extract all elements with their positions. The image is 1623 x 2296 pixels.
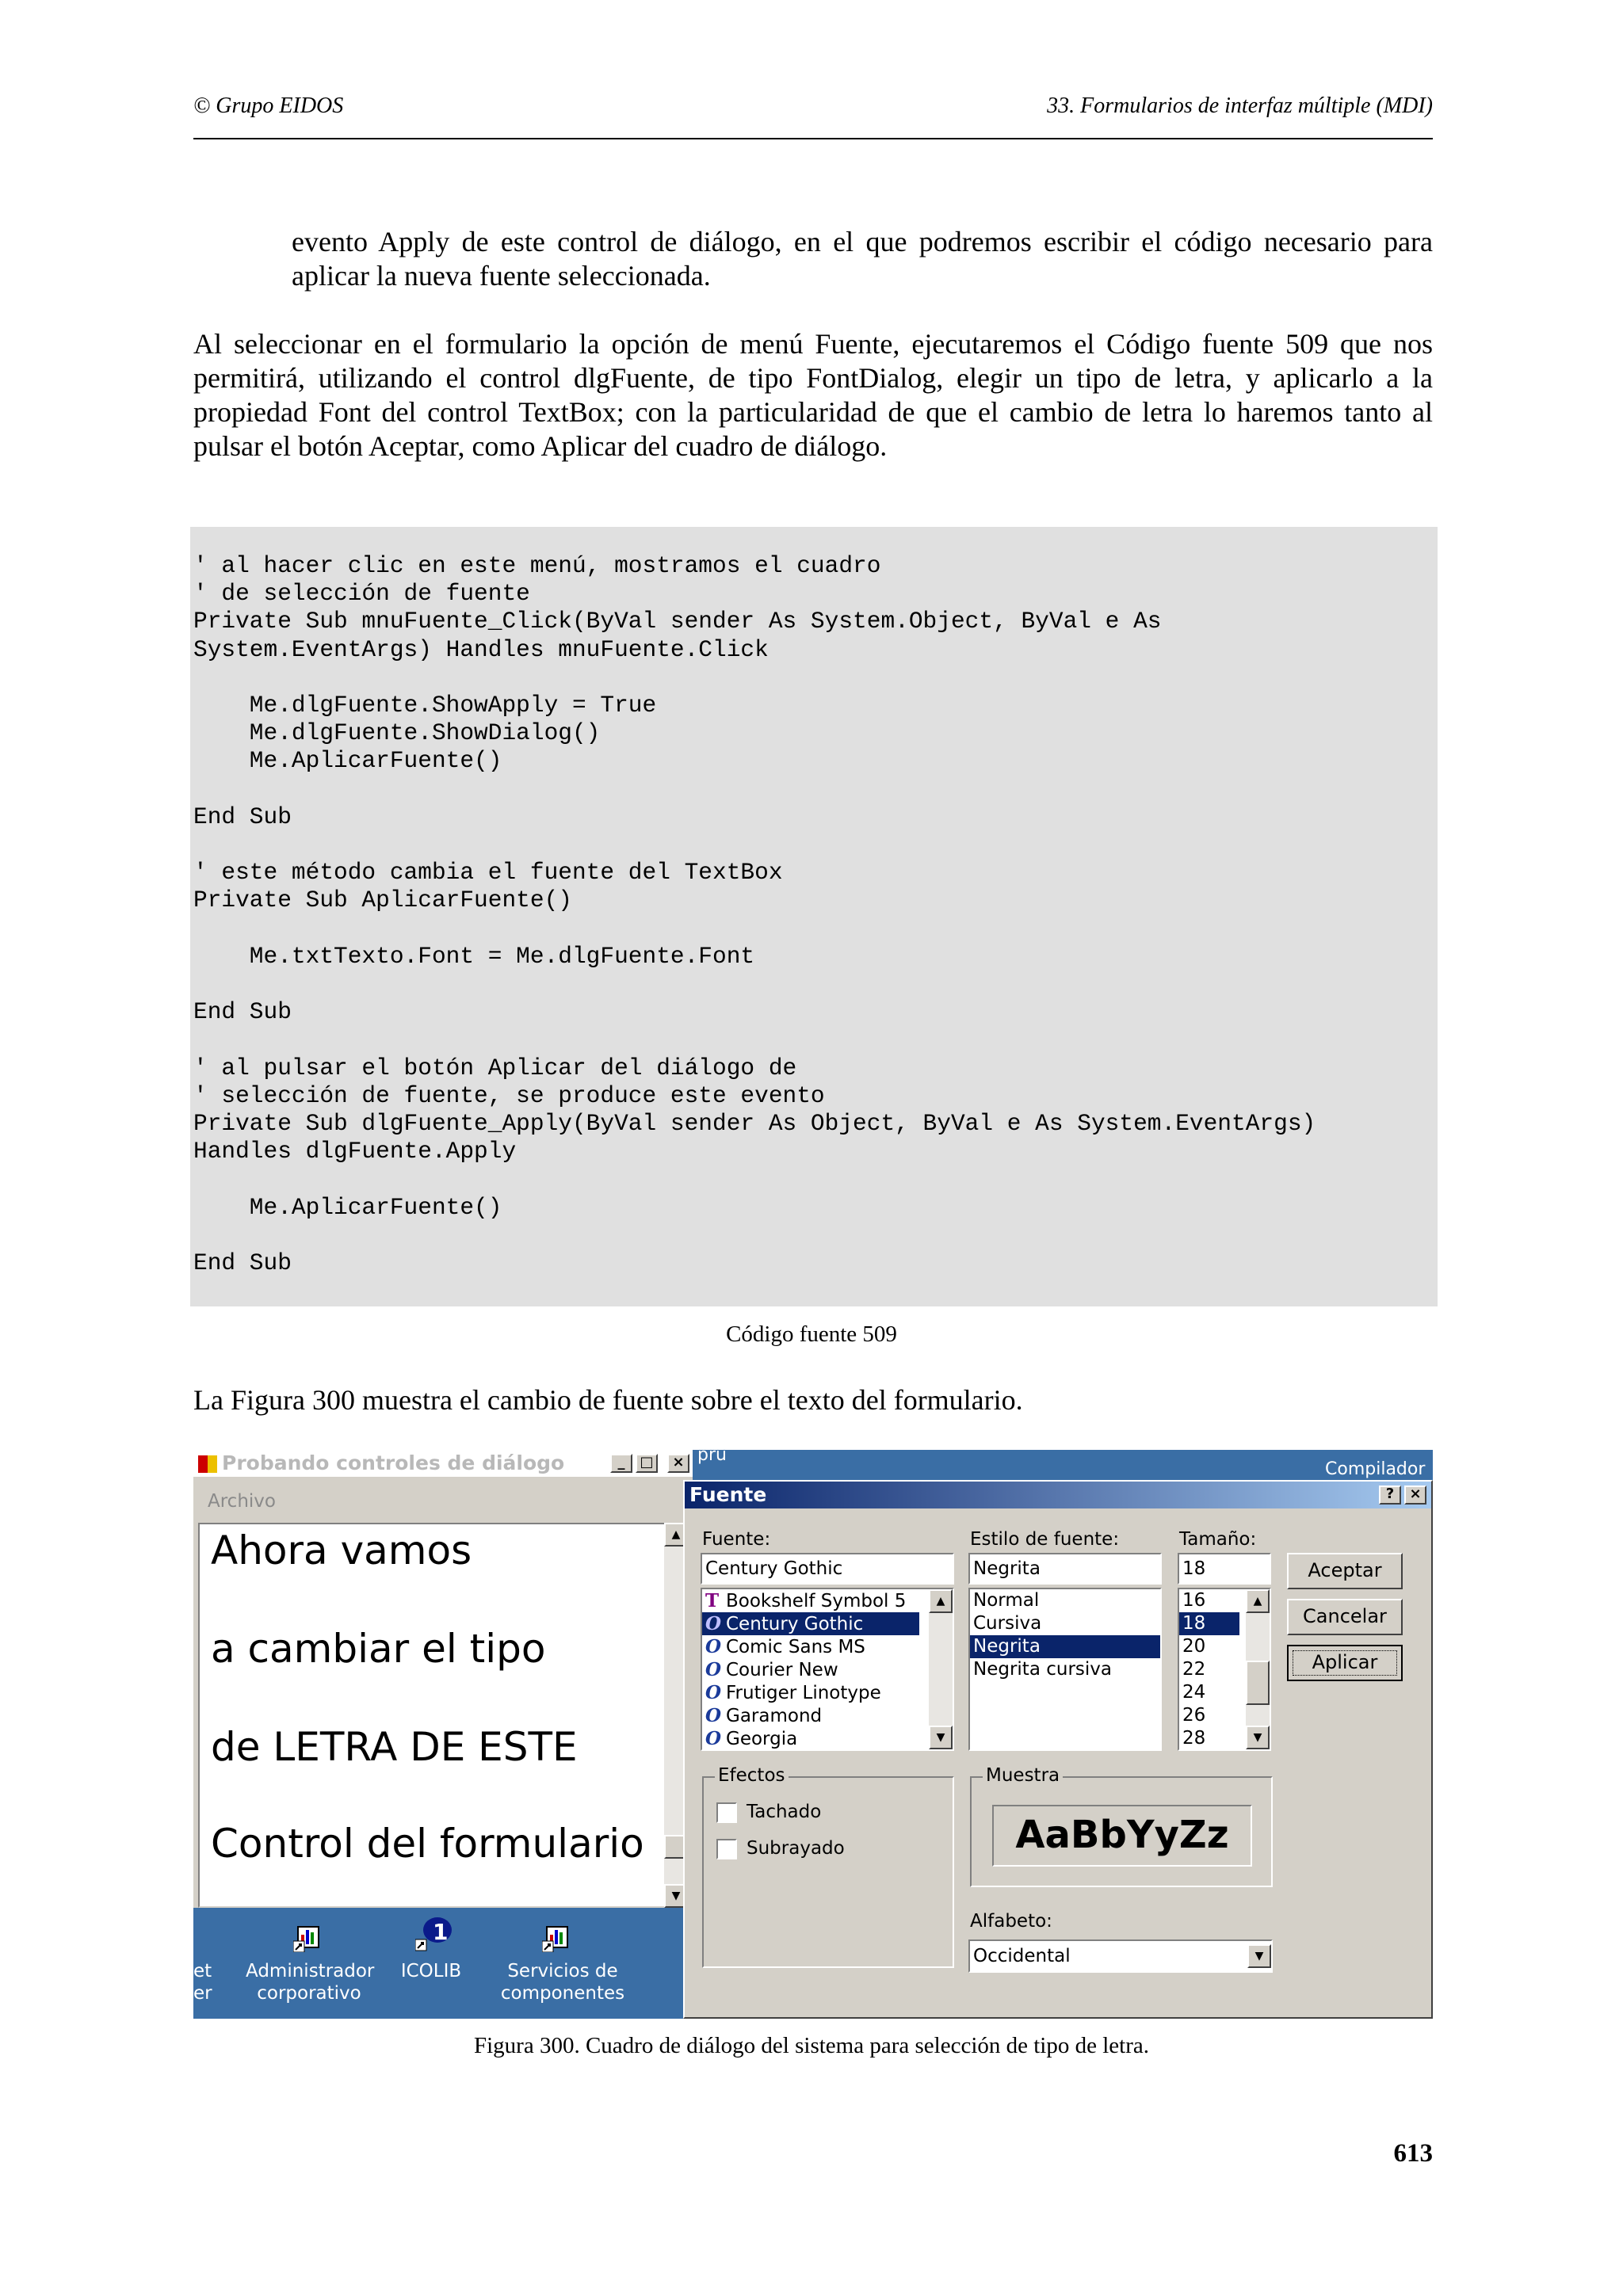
font-dialog-title: Fuente — [689, 1483, 767, 1506]
app-icon — [198, 1455, 217, 1473]
scroll-down-icon[interactable]: ▼ — [929, 1726, 953, 1749]
font-style-input[interactable]: Negrita — [968, 1553, 1162, 1585]
textbox-line-4: Control del formulario — [211, 1821, 644, 1867]
admin-corporativo-label-2: corporativo — [257, 1983, 361, 2004]
effects-label: Efectos — [715, 1765, 789, 1786]
font-style-list[interactable] — [968, 1588, 1162, 1751]
opentype-icon: O — [705, 1682, 722, 1703]
style-list-item[interactable]: Cursiva — [973, 1613, 1042, 1634]
menu-archivo[interactable]: Archivo — [208, 1491, 276, 1512]
scroll-down-icon[interactable]: ▼ — [1246, 1726, 1270, 1749]
scroll-up-icon[interactable]: ▲ — [929, 1589, 953, 1613]
icolib-label: ICOLIB — [400, 1961, 462, 1981]
apply-button[interactable]: Aplicar — [1287, 1645, 1403, 1681]
desktop-label-left: pru — [697, 1450, 727, 1465]
font-list-item-label: Century Gothic — [726, 1614, 864, 1634]
font-dialog-titlebar — [685, 1482, 1431, 1508]
form-titlebar — [193, 1450, 693, 1477]
scroll-up-icon[interactable]: ▲ — [1246, 1589, 1270, 1613]
figure-caption: Figura 300. Cuadro de diálogo del sistema para selección de tipo de letra. — [473, 2033, 1150, 2058]
paragraph-menu-fuente: Al seleccionar en el formulario la opción de menú Fuente, ejecutaremos el Código fuente 509 que nos permitirá, utilizando el control dlgFuente, de tipo FontDialog, elegir un tipo de letra, y aplicarlo a la propiedad Font del control TextBox; con la particularidad de que el cambio de letra lo haremos tanto al pulsar el botón Aceptar, como Aplicar del cuadro de diálogo. — [193, 328, 1433, 462]
underline-label: Subrayado — [747, 1838, 845, 1859]
style-label: Estilo de fuente: — [970, 1529, 1120, 1550]
running-header-left: © Grupo EIDOS — [193, 93, 344, 118]
cancel-button[interactable]: Cancelar — [1287, 1599, 1403, 1635]
strikeout-label: Tachado — [747, 1802, 822, 1822]
size-list-item[interactable]: 26 — [1182, 1705, 1206, 1726]
textbox-line-1: Ahora vamos — [211, 1527, 472, 1573]
truetype-icon: T — [705, 1590, 720, 1611]
code-listing: ' al hacer clic en este menú, mostramos el cuadro ' de selección de fuente Private Sub mnuFuente_Click(ByVal sender As System.Object, ByVal e As System.EventArgs) Handles mnuFuente.Click Me.dlgFuente.ShowApply = True Me.dlgFuente.ShowDialog() Me.AplicarFuente() End Sub ' este método cambia el fuente del TextBox Private Sub AplicarFuente() Me.txtTexto.Font = Me.dlgFuente.Font End Sub ' al pulsar el botón Aplicar del diálogo de ' selección de fuente, se produce este evento Private Sub dlgFuente_Apply(ByVal sender As Object, ByVal e As System.EventArgs) Handles dlgFuente.Apply Me.AplicarFuente() End Sub — [193, 552, 1316, 1277]
desktop-label-right: Compilador — [1325, 1459, 1426, 1479]
script-select-value: Occidental — [973, 1946, 1071, 1966]
font-list-item[interactable] — [702, 1681, 953, 1704]
font-label: Fuente: — [702, 1529, 771, 1550]
paragraph-figure-reference: La Figura 300 muestra el cambio de fuente sobre el texto del formulario. — [193, 1384, 1023, 1416]
opentype-icon: O — [705, 1659, 722, 1680]
font-list-item[interactable] — [702, 1635, 953, 1658]
font-list-item-label: Georgia — [726, 1729, 798, 1749]
opentype-icon: O — [705, 1636, 722, 1657]
font-size-input[interactable]: 18 — [1178, 1553, 1271, 1585]
opentype-icon: O — [705, 1613, 722, 1634]
maximize-button[interactable]: □ — [636, 1454, 658, 1473]
scroll-thumb[interactable] — [1246, 1661, 1270, 1705]
form-textbox[interactable] — [198, 1523, 666, 1908]
size-list-scrollbar[interactable] — [1246, 1589, 1270, 1749]
scroll-up-icon[interactable]: ▲ — [664, 1523, 688, 1547]
style-list-item-selected[interactable]: Negrita — [970, 1635, 1160, 1658]
svg-text:1: 1 — [433, 1919, 449, 1945]
font-list-item-label: Bookshelf Symbol 5 — [726, 1591, 907, 1611]
strikeout-checkbox[interactable] — [716, 1802, 821, 1823]
opentype-icon: O — [705, 1728, 722, 1749]
servicios-componentes-label-2: componentes — [500, 1983, 625, 2004]
checkbox-icon — [716, 1802, 737, 1823]
servicios-componentes-label — [499, 1960, 626, 2004]
servicios-componentes-icon[interactable] — [542, 1917, 577, 1952]
form-window — [193, 1450, 693, 1908]
font-list-item-label: Garamond — [726, 1706, 823, 1726]
script-label: Alfabeto: — [970, 1911, 1052, 1932]
font-list[interactable] — [701, 1588, 954, 1751]
font-list-item-selected[interactable] — [702, 1612, 919, 1635]
effects-group — [702, 1765, 954, 1968]
scroll-down-icon[interactable]: ▼ — [664, 1884, 688, 1908]
sample-group — [970, 1765, 1273, 1887]
sample-label: Muestra — [983, 1765, 1063, 1786]
font-list-item-label: Courier New — [726, 1660, 838, 1680]
font-list-item[interactable] — [702, 1589, 953, 1612]
chevron-down-icon[interactable]: ▼ — [1247, 1944, 1271, 1968]
font-name-input[interactable]: Century Gothic — [701, 1553, 954, 1585]
textbox-line-3: de LETRA DE ESTE — [211, 1724, 578, 1770]
font-list-item[interactable] — [702, 1727, 953, 1750]
size-list-item[interactable]: 24 — [1182, 1682, 1206, 1703]
size-list-item[interactable]: 20 — [1182, 1636, 1206, 1657]
desktop-icon-partial-label-2: er — [193, 1983, 212, 2004]
textbox-line-2: a cambiar el tipo — [211, 1626, 546, 1672]
admin-corporativo-label — [246, 1960, 375, 2004]
style-list-item[interactable]: Negrita cursiva — [973, 1659, 1112, 1680]
accept-button[interactable]: Aceptar — [1287, 1553, 1403, 1589]
font-list-item[interactable] — [702, 1704, 953, 1727]
font-list-scrollbar[interactable] — [929, 1589, 953, 1749]
font-dialog — [683, 1480, 1433, 2019]
form-title: Probando controles de diálogo — [222, 1451, 565, 1474]
desktop-icon-partial[interactable] — [193, 1960, 222, 2004]
style-list-item[interactable]: Normal — [973, 1590, 1040, 1611]
figure-screenshot — [193, 1450, 1433, 2019]
code-caption: Código fuente 509 — [726, 1322, 897, 1347]
font-list-item-label: Comic Sans MS — [726, 1637, 865, 1657]
header-rule — [193, 138, 1433, 139]
size-list-item-selected[interactable]: 18 — [1179, 1612, 1239, 1635]
size-list-item[interactable]: 28 — [1182, 1728, 1206, 1749]
minimize-button[interactable]: _ — [610, 1454, 632, 1473]
checkbox-icon — [716, 1839, 737, 1859]
icolib-icon[interactable] — [415, 1914, 450, 1949]
dialog-close-button[interactable]: × — [1404, 1486, 1426, 1505]
help-button[interactable]: ? — [1379, 1486, 1401, 1505]
size-label: Tamaño: — [1179, 1529, 1257, 1550]
font-list-item-label: Frutiger Linotype — [726, 1683, 881, 1703]
font-size-list[interactable] — [1178, 1588, 1271, 1751]
opentype-icon: O — [705, 1705, 722, 1726]
page-number: 613 — [1393, 2139, 1433, 2168]
font-list-item[interactable] — [702, 1658, 953, 1681]
admin-corporativo-icon[interactable] — [293, 1917, 328, 1952]
size-list-item[interactable]: 16 — [1182, 1590, 1206, 1611]
underline-checkbox[interactable] — [716, 1838, 845, 1859]
script-select[interactable] — [968, 1939, 1273, 1973]
desktop-icon-partial-label-1: et — [193, 1961, 212, 1981]
running-header-right: 33. Formularios de interfaz múltiple (MDI) — [1047, 93, 1433, 118]
admin-corporativo-label-1: Administrador — [246, 1961, 375, 1981]
servicios-componentes-label-1: Servicios de — [507, 1961, 618, 1981]
sample-preview: AaBbYyZz — [992, 1805, 1252, 1867]
close-button[interactable]: × — [667, 1454, 689, 1473]
paragraph-apply-event: evento Apply de este control de diálogo, en el que podremos escribir el código necesario para aplicar la nueva fuente seleccionada. — [292, 226, 1433, 292]
size-list-item[interactable]: 22 — [1182, 1659, 1206, 1680]
